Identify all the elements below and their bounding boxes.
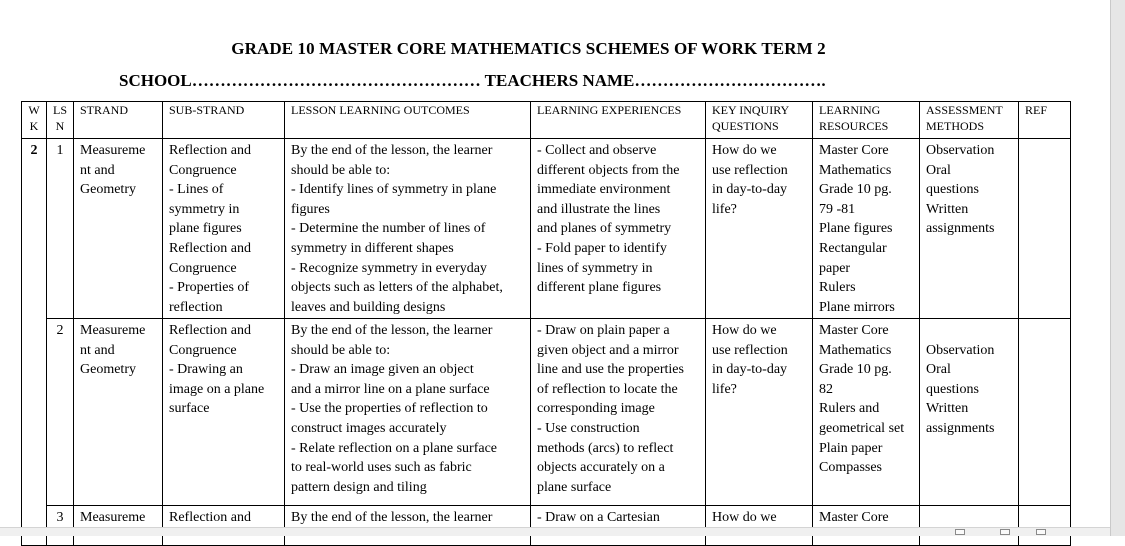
scheme-of-work-table <box>21 101 1071 546</box>
header-ref: REF <box>1019 102 1071 139</box>
strand-cell: Measureme nt and Geometry <box>74 139 163 319</box>
web-layout-icon[interactable] <box>1036 529 1046 535</box>
ref-cell <box>1019 506 1071 546</box>
header-sub-strand: SUB-STRAND <box>163 102 285 139</box>
lesson-number-cell: 2 <box>47 319 74 506</box>
school-teacher-line: SCHOOL…………………………………………… TEACHERS NAME……………………………. <box>119 71 826 90</box>
header-lesson: LS N <box>47 102 74 139</box>
key-inquiry-questions-cell: How do we use reflection in day-to-day life? <box>706 319 813 506</box>
header-learning-resources: LEARNING RESOURCES <box>813 102 920 139</box>
assessment-methods-cell: Observation Oral questions Written assignments <box>920 139 1019 319</box>
learning-experiences-cell: - Collect and observe different objects from the immediate environment and illustrate the lines and planes of symmetry - Fold paper to identify lines of symmetry in different plane figures <box>531 139 706 319</box>
document-title: GRADE 10 MASTER CORE MATHEMATICS SCHEMES OF WORK TERM 2 <box>231 39 826 58</box>
sub-strand-cell: Reflection and Congruence - Lines of symmetry in plane figures Reflection and Congruence - Properties of reflection <box>163 139 285 319</box>
read-mode-icon[interactable] <box>955 529 965 535</box>
assessment-methods-cell: Observation Oral questions Written assignments <box>920 319 1019 506</box>
learning-experiences-cell: - Draw on a Cartesian <box>531 506 706 546</box>
header-learning-outcomes: LESSON LEARNING OUTCOMES <box>285 102 531 139</box>
strand-cell: Measureme <box>74 506 163 546</box>
table-row <box>22 319 1071 506</box>
header-key-inquiry-questions: KEY INQUIRY QUESTIONS <box>706 102 813 139</box>
lesson-number-cell: 1 <box>47 139 74 319</box>
sub-strand-cell: Reflection and <box>163 506 285 546</box>
learning-outcomes-cell: By the end of the lesson, the learner should be able to: - Identify lines of symmetry in plane figures - Determine the number of lines of symmetry in different shapes - Recognize symmetry in everyday objects such as letters of the alphabet, leaves and building designs <box>285 139 531 319</box>
table-row <box>22 506 1071 546</box>
learning-experiences-cell: - Draw on plain paper a given object and a mirror line and use the properties of reflection to locate the corresponding image - Use construction methods (arcs) to reflect objects accurately on a plane surface <box>531 319 706 506</box>
table-header-row <box>22 102 1071 139</box>
header-week: W K <box>22 102 47 139</box>
learning-resources-cell: Master Core Mathematics Grade 10 pg. 82 Rulers and geometrical set Plain paper Compasses <box>813 319 920 506</box>
lesson-number-cell: 3 <box>47 506 74 546</box>
header-learning-experiences: LEARNING EXPERIENCES <box>531 102 706 139</box>
table-row <box>22 139 1071 319</box>
key-inquiry-questions-cell: How do we <box>706 506 813 546</box>
learning-resources-cell: Master Core Mathematics Grade 10 pg. 79 -81 Plane figures Rectangular paper Rulers Plane mirrors <box>813 139 920 319</box>
sub-strand-cell: Reflection and Congruence - Drawing an image on a plane surface <box>163 319 285 506</box>
header-assessment-methods: ASSESSMENT METHODS <box>920 102 1019 139</box>
vertical-scrollbar[interactable] <box>1110 0 1125 536</box>
assessment-methods-cell <box>920 506 1019 546</box>
week-cell: 2 <box>22 139 47 546</box>
print-layout-icon[interactable] <box>1000 529 1010 535</box>
header-strand: STRAND <box>74 102 163 139</box>
key-inquiry-questions-cell: How do we use reflection in day-to-day life? <box>706 139 813 319</box>
learning-outcomes-cell: By the end of the lesson, the learner <box>285 506 531 546</box>
learning-resources-cell: Master Core <box>813 506 920 546</box>
strand-cell: Measureme nt and Geometry <box>74 319 163 506</box>
learning-outcomes-cell: By the end of the lesson, the learner should be able to: - Draw an image given an object and a mirror line on a plane surface - Use the properties of reflection to construct images accurately - Relate reflection on a plane surface to real-world uses such as fabric pattern design and tiling <box>285 319 531 506</box>
ref-cell <box>1019 139 1071 319</box>
ref-cell <box>1019 319 1071 506</box>
status-bar <box>0 527 1110 536</box>
